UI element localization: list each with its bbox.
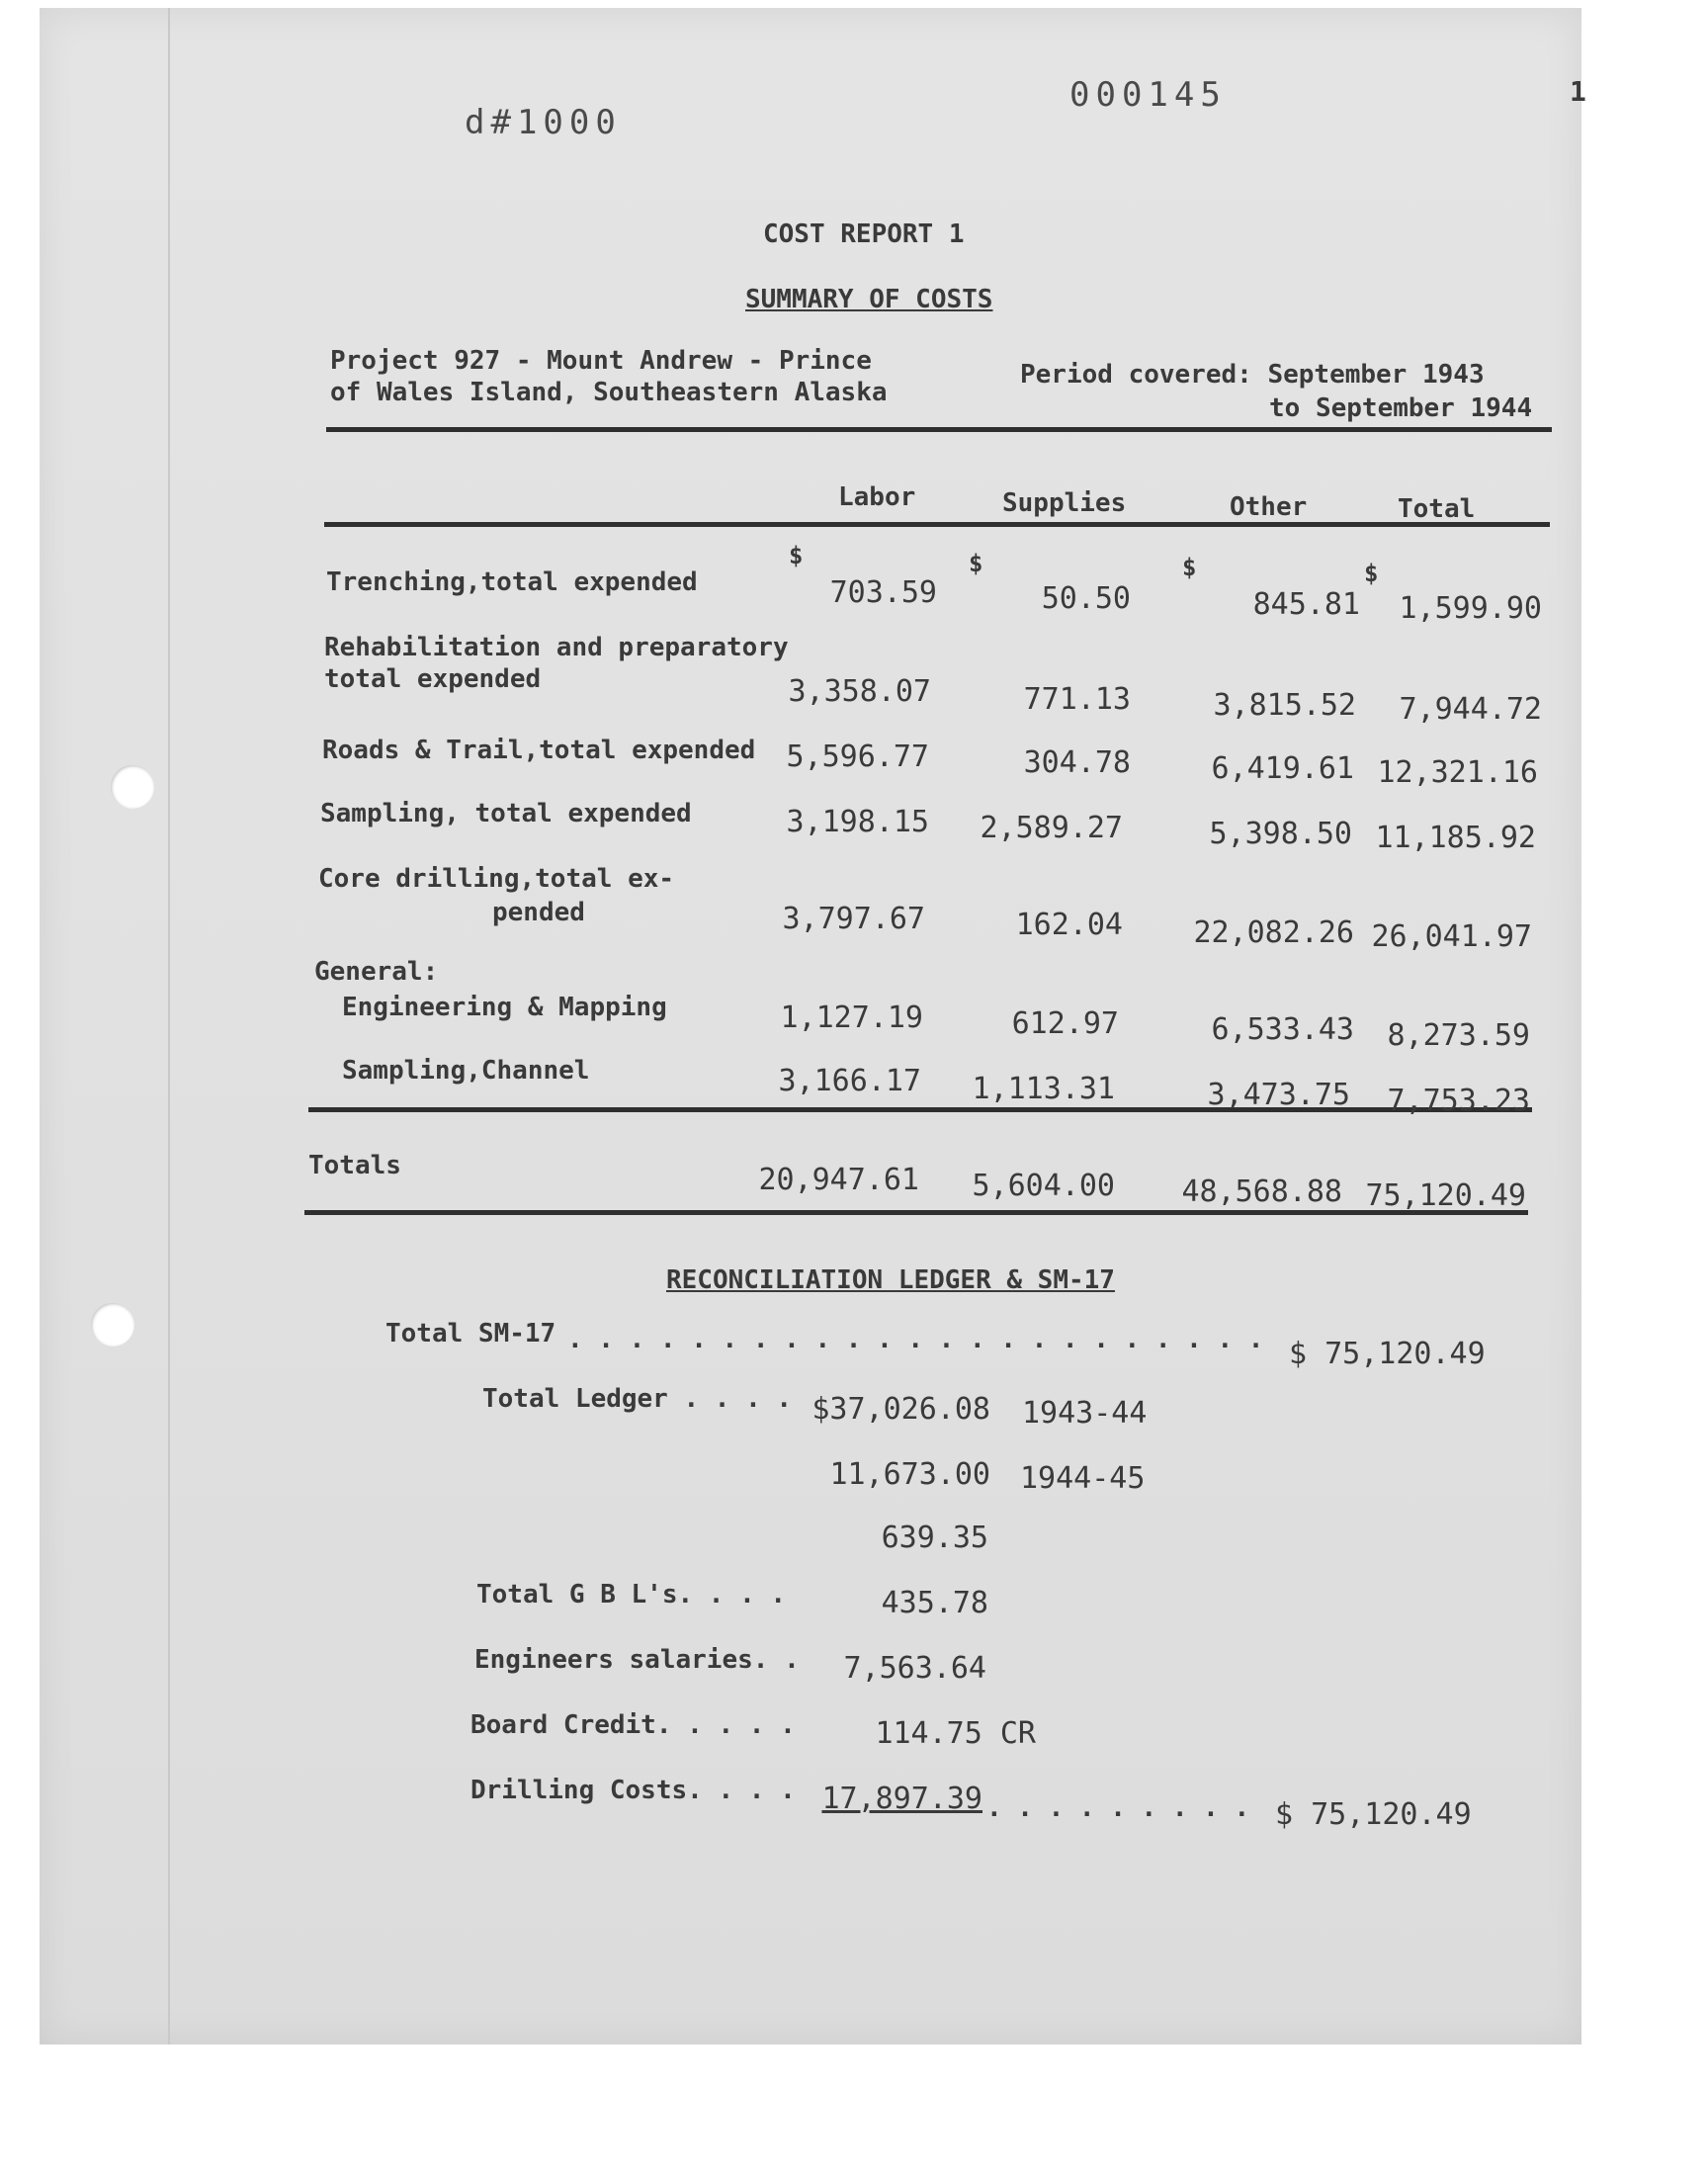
total-other: 48,568.88 <box>1181 1174 1342 1209</box>
col-header-supplies: Supplies <box>1002 488 1127 518</box>
dollar-sign-total: $ <box>1364 560 1379 587</box>
row-label-cont: total expended <box>324 664 542 694</box>
col-header-total: Total <box>1398 494 1476 524</box>
ledger-value: 114.75 CR <box>875 1716 1036 1751</box>
final-dots: . . . . . . . . . <box>986 1793 1250 1823</box>
total-sm17-label: Total SM-17 <box>385 1319 556 1348</box>
cell-other: 3,473.75 <box>1207 1078 1350 1112</box>
ledger-label: Board Credit. . . . . <box>470 1710 796 1740</box>
cell-labor: 3,358.07 <box>788 674 931 709</box>
cell-supplies: 1,113.31 <box>972 1072 1115 1106</box>
final-total-value: $ 75,120.49 <box>1275 1797 1472 1832</box>
ledger-value: 435.78 <box>881 1586 988 1620</box>
col-header-labor: Labor <box>838 482 916 512</box>
cell-total: 26,041.97 <box>1371 919 1532 954</box>
total-supplies: 5,604.00 <box>972 1169 1115 1203</box>
dollar-sign-supplies: $ <box>969 550 983 577</box>
cell-supplies: 771.13 <box>1023 682 1131 717</box>
row-label: Roads & Trail,total expended <box>322 736 756 765</box>
project-line-1: Project 927 - Mount Andrew - Prince <box>330 346 872 376</box>
reconciliation-title: RECONCILIATION LEDGER & SM-17 <box>666 1265 1115 1295</box>
margin-line <box>168 8 170 2044</box>
cell-supplies: 162.04 <box>1015 908 1123 942</box>
ledger-label: Total G B L's. . . . <box>476 1580 787 1610</box>
ledger-value: $37,026.08 <box>811 1392 990 1427</box>
section-label-general: General: <box>314 957 439 987</box>
cell-other: 6,419.61 <box>1211 751 1354 786</box>
row-label: Rehabilitation and preparatory <box>324 633 789 662</box>
total-sm17-dots: . . . . . . . . . . . . . . . . . . . . . . . <box>567 1325 1264 1354</box>
cell-total: 12,321.16 <box>1377 755 1538 790</box>
punch-hole-bottom <box>91 1303 134 1347</box>
ledger-note: 1944-45 <box>1020 1461 1146 1496</box>
cell-total: 7,944.72 <box>1399 692 1542 727</box>
rule-after-totals <box>304 1210 1528 1215</box>
ledger-note: 1943-44 <box>1022 1396 1148 1431</box>
cell-total: 1,599.90 <box>1399 591 1542 626</box>
period-line-1: Period covered: September 1943 <box>1020 360 1485 390</box>
cell-total: 8,273.59 <box>1387 1018 1530 1053</box>
file-stamp: d#1000 <box>465 103 622 142</box>
cell-supplies: 612.97 <box>1011 1006 1119 1041</box>
cell-other: 845.81 <box>1252 587 1360 622</box>
cell-labor: 3,797.67 <box>782 902 925 936</box>
cell-other: 22,082.26 <box>1193 915 1354 950</box>
cell-total: 11,185.92 <box>1375 821 1536 855</box>
cell-labor: 3,198.15 <box>786 805 929 839</box>
rule-top <box>326 427 1552 432</box>
ledger-label: Engineers salaries. . <box>474 1645 800 1675</box>
ledger-value: 7,563.64 <box>843 1651 986 1686</box>
ledger-value: 11,673.00 <box>829 1457 990 1492</box>
total-total: 75,120.49 <box>1365 1178 1526 1213</box>
cell-supplies: 50.50 <box>1041 581 1131 616</box>
row-label: Core drilling,total ex- <box>318 864 675 894</box>
dollar-sign-labor: $ <box>789 542 804 569</box>
cell-labor: 3,166.17 <box>778 1064 921 1098</box>
rule-header <box>324 522 1550 527</box>
cell-supplies: 304.78 <box>1023 745 1131 780</box>
cell-labor: 5,596.77 <box>786 740 929 774</box>
cell-other: 3,815.52 <box>1213 688 1356 723</box>
total-sm17-value: $ 75,120.49 <box>1289 1337 1486 1371</box>
cell-other: 5,398.50 <box>1209 817 1352 851</box>
ledger-label: Drilling Costs. . . . <box>470 1776 796 1805</box>
row-label: Engineering & Mapping <box>342 993 667 1022</box>
cell-supplies: 2,589.27 <box>980 811 1123 845</box>
report-title: COST REPORT 1 <box>763 219 965 249</box>
cell-total: 7,753.23 <box>1387 1084 1530 1118</box>
punch-hole-top <box>111 765 154 809</box>
ledger-value: 639.35 <box>881 1521 988 1555</box>
document-number-stamp: 000145 <box>1069 75 1227 115</box>
report-subtitle: SUMMARY OF COSTS <box>745 285 993 314</box>
row-label-cont: pended <box>492 898 585 927</box>
total-labor: 20,947.61 <box>758 1163 919 1197</box>
page-number: 1 <box>1570 75 1586 108</box>
cell-other: 6,533.43 <box>1211 1012 1354 1047</box>
row-label: Trenching,total expended <box>326 567 698 597</box>
col-header-other: Other <box>1230 492 1308 522</box>
cell-labor: 703.59 <box>829 575 937 610</box>
dollar-sign-other: $ <box>1182 554 1197 581</box>
totals-label: Totals <box>308 1151 401 1180</box>
period-line-2: to September 1944 <box>1269 393 1533 423</box>
ledger-label: Total Ledger . . . . <box>482 1384 793 1414</box>
cell-labor: 1,127.19 <box>780 1000 923 1035</box>
row-label: Sampling,Channel <box>342 1056 590 1086</box>
ledger-value-drilling: 17,897.39 <box>821 1782 982 1816</box>
project-line-2: of Wales Island, Southeastern Alaska <box>330 378 888 407</box>
row-label: Sampling, total expended <box>320 799 692 828</box>
